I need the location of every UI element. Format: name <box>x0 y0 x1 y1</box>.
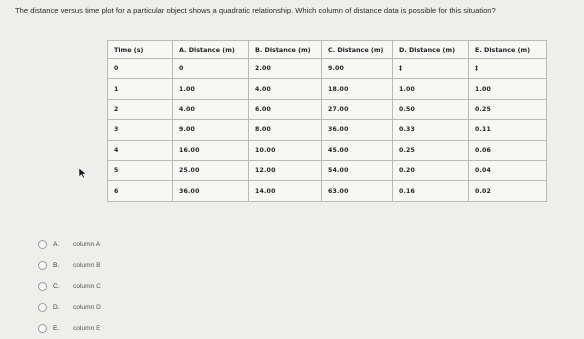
option-label: column A <box>73 241 101 248</box>
table-cell: 0.02 <box>469 181 547 201</box>
option-c[interactable] <box>38 276 101 297</box>
table-cell: 36.00 <box>322 120 393 140</box>
table-cell: 4.00 <box>249 79 322 99</box>
radio-button[interactable] <box>38 240 47 249</box>
table-cell: 1.00 <box>173 79 249 99</box>
table-cell: 14.00 <box>249 181 322 201</box>
table-cell: 0.33 <box>393 120 469 140</box>
option-letter: D. <box>53 304 60 311</box>
table-row <box>108 160 547 180</box>
radio-button[interactable] <box>38 303 47 312</box>
distance-data-table-container <box>107 40 547 202</box>
table-cell: 0.11 <box>469 120 547 140</box>
option-label: column E <box>73 325 101 332</box>
table-cell: 36.00 <box>173 181 249 201</box>
table-cell: 3 <box>108 120 173 140</box>
distance-data-table <box>107 40 547 202</box>
table-cell: 10.00 <box>249 140 322 160</box>
table-cell: 0 <box>108 59 173 79</box>
table-cell: 0 <box>173 59 249 79</box>
table-cell: 0.16 <box>393 181 469 201</box>
table-cell: 25.00 <box>173 160 249 180</box>
radio-button[interactable] <box>38 324 47 333</box>
option-letter: E. <box>53 325 60 332</box>
option-a[interactable] <box>38 234 101 255</box>
table-row <box>108 59 547 79</box>
option-letter: B. <box>53 262 60 269</box>
table-cell: ‡ <box>469 59 547 79</box>
option-label: column C <box>73 283 101 290</box>
table-header-row <box>108 41 547 59</box>
option-label: column D <box>73 304 101 311</box>
table-cell: ‡ <box>393 59 469 79</box>
table-row <box>108 181 547 201</box>
radio-button[interactable] <box>38 261 47 270</box>
header-distance-a: A. Distance (m) <box>173 41 249 59</box>
table-row <box>108 79 547 99</box>
table-cell: 0.06 <box>469 140 547 160</box>
header-distance-b: B. Distance (m) <box>249 41 322 59</box>
table-cell: 1.00 <box>393 79 469 99</box>
option-letter: C. <box>53 283 60 290</box>
question-text: The distance versus time plot for a particular object shows a quadratic relationship. Which column of distance data is possible for this situation? <box>15 6 496 15</box>
header-distance-c: C. Distance (m) <box>322 41 393 59</box>
table-cell: 0.25 <box>469 99 547 119</box>
radio-button[interactable] <box>38 282 47 291</box>
table-row <box>108 99 547 119</box>
table-cell: 6.00 <box>249 99 322 119</box>
table-row <box>108 140 547 160</box>
table-cell: 1 <box>108 79 173 99</box>
table-cell: 54.00 <box>322 160 393 180</box>
table-cell: 6 <box>108 181 173 201</box>
table-cell: 2.00 <box>249 59 322 79</box>
table-cell: 0.25 <box>393 140 469 160</box>
option-letter: A. <box>53 241 60 248</box>
header-time: Time (s) <box>108 41 173 59</box>
table-cell: 18.00 <box>322 79 393 99</box>
mouse-pointer-icon <box>78 166 88 178</box>
table-cell: 0.50 <box>393 99 469 119</box>
table-cell: 63.00 <box>322 181 393 201</box>
table-cell: 27.00 <box>322 99 393 119</box>
table-cell: 9.00 <box>322 59 393 79</box>
header-distance-d: D. Distance (m) <box>393 41 469 59</box>
option-b[interactable] <box>38 255 101 276</box>
table-cell: 2 <box>108 99 173 119</box>
table-cell: 16.00 <box>173 140 249 160</box>
table-cell: 8.00 <box>249 120 322 140</box>
table-cell: 5 <box>108 160 173 180</box>
table-cell: 0.20 <box>393 160 469 180</box>
table-cell: 4.00 <box>173 99 249 119</box>
table-cell: 45.00 <box>322 140 393 160</box>
table-cell: 1.00 <box>469 79 547 99</box>
table-row <box>108 120 547 140</box>
table-cell: 0.04 <box>469 160 547 180</box>
option-d[interactable] <box>38 297 101 318</box>
header-distance-e: E. Distance (m) <box>469 41 547 59</box>
table-cell: 4 <box>108 140 173 160</box>
table-cell: 9.00 <box>173 120 249 140</box>
answer-options <box>38 234 101 339</box>
table-cell: 12.00 <box>249 160 322 180</box>
option-label: column B <box>73 262 101 269</box>
